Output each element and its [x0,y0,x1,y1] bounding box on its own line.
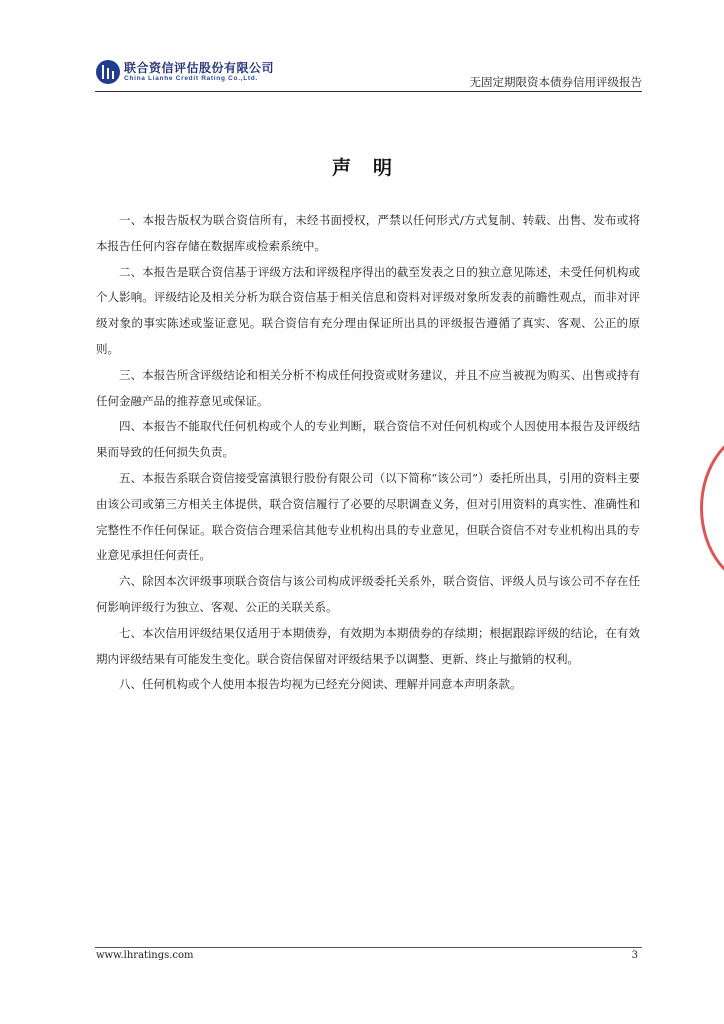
statement-title: 声明 [331,157,414,179]
header-divider [95,91,642,92]
footer-divider [95,947,642,948]
company-seal-stamp [700,428,724,588]
statement-paragraph: 二、本报告是联合资信基于评级方法和评级程序得出的截至发表之日的独立意见陈述，未受任何机构或个人影响。评级结论及相关分析为联合资信基于相关信息和资料对评级对象所发表的前瞻性观点，而非对评级对象的事实陈述或鉴证意见。联合资信有充分理由保证所出具的评级报告遵循了真实、客观、公正的原则。 [96,264,640,356]
statement-paragraph: 六、除因本次评级事项联合资信与该公司构成评级委托关系外，联合资信、评级人员与该公司不存在任何影响评级行为独立、客观、公正的关联关系。 [96,574,640,614]
statement-paragraph: 三、本报告所含评级结论和相关分析不构成任何投资或财务建议，并且不应当被视为购买、出售或持有任何金融产品的推荐意见或保证。 [96,367,640,408]
footer-website: www.lhratings.com [96,950,194,961]
statement-paragraph: 八、任何机构或个人使用本报告均视为已经充分阅读、理解并同意本声明条款。 [119,677,522,692]
statement-paragraph: 五、本报告系联合资信接受富滇银行股份有限公司（以下简称“该公司”）委托所出具，引用的资料主要由该公司或第三方相关主体提供，联合资信履行了必要的尽职调查义务，但对引用资料的真实性、准确性和完整性不作任何保证。联合资信合理采信其他专业机构出具的专业意见，但联合资信不对专业机构出具的专业意见承担任何责任。 [96,470,640,563]
company-logo-icon [96,60,120,84]
report-title: 无固定期限资本债券信用评级报告 [469,75,642,89]
statement-paragraph: 七、本次信用评级结果仅适用于本期债券，有效期为本期债券的存续期；根据跟踪评级的结论，在有效期内评级结果有可能发生变化。联合资信保留对评级结果予以调整、更新、终止与撤销的权利。 [96,625,640,666]
company-name-cn: 联合资信评估股份有限公司 [124,61,275,75]
statement-paragraph: 一、本报告版权为联合资信所有，未经书面授权，严禁以任何形式/方式复制、转载、出售、发布或将本报告任何内容存储在数据库或检索系统中。 [96,213,640,253]
statement-body [96,208,640,698]
page-number: 3 [631,950,638,961]
statement-paragraph: 四、本报告不能取代任何机构或个人的专业判断，联合资信不对任何机构或个人因使用本报告及评级结果而导致的任何损失负责。 [96,419,640,460]
company-name-en: China Lianhe Credit Rating Co.,Ltd. [124,75,258,82]
